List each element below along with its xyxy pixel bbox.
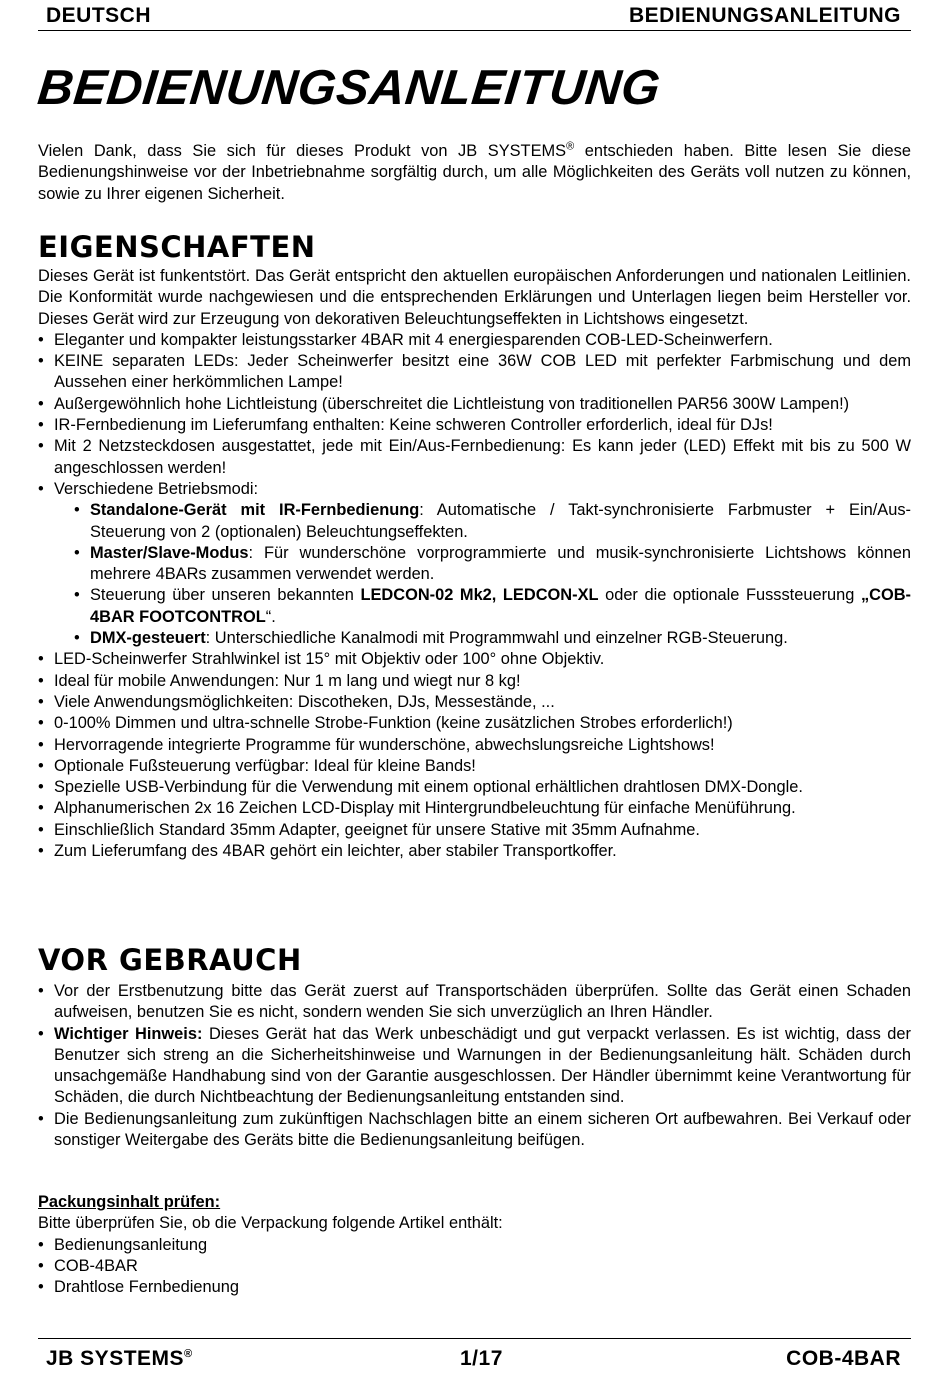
list-item: • Einschließlich Standard 35mm Adapter, geeignet für unsere Stative mit 35mm Aufnahme. — [38, 820, 911, 841]
list-item: • Alphanumerischen 2x 16 Zeichen LCD-Display mit Hintergrundbeleuchtung für einfache Menüführung. — [38, 798, 911, 819]
page-header — [38, 4, 911, 31]
footer-product: COB-4BAR — [786, 1347, 901, 1370]
package-section — [38, 1192, 911, 1298]
footer-brand: JB SYSTEMS® — [46, 1347, 193, 1370]
list-item: • Die Bedienungsanleitung zum zukünftigen Nachschlagen bitte an einem sicheren Ort aufbewahren. Bei Verkauf oder sonstiger Weitergabe des Geräts bitte die Bedienungsanleitung beifügen. — [38, 1109, 911, 1152]
list-item: • Eleganter und kompakter leistungsstarker 4BAR mit 4 energiesparenden COB-LED-Scheinwerfern. — [38, 330, 911, 351]
list-item: • Spezielle USB-Verbindung für die Verwendung mit einem optional erhältlichen drahtlosen DMX-Dongle. — [38, 777, 911, 798]
before-use-section — [38, 981, 911, 1151]
list-item: • Ideal für mobile Anwendungen: Nur 1 m lang und wiegt nur 8 kg! — [38, 671, 911, 692]
list-item: • COB-4BAR — [38, 1256, 911, 1277]
features-paragraph: Dieses Gerät ist funkentstört. Das Gerät entspricht den aktuellen europäischen Anforderungen und nationalen Leitlinien. Die Konformität wurde nachgewiesen und die entsprechenden Erklärungen und Unterlagen liegen beim Hersteller vor. Dieses Gerät wird zur Erzeugung von dekorativen Beleuchtungseffekten in Lichtshows eingesetzt. — [38, 267, 911, 328]
list-item: • Verschiedene Betriebsmodi: — [38, 479, 911, 500]
list-item: • Standalone-Gerät mit IR-Fernbedienung: Automatische / Takt-synchronisierte Farbmuster + Ein/Aus-Steuerung von 2 (optionalen) Beleuchtungseffekten. — [74, 500, 911, 543]
page-title: BEDIENUNGSANLEITUNG — [35, 61, 663, 115]
list-item: • Zum Lieferumfang des 4BAR gehört ein leichter, aber stabiler Transportkoffer. — [38, 841, 911, 862]
list-item: • IR-Fernbedienung im Lieferumfang enthalten: Keine schweren Controller erforderlich, ideal für DJs! — [38, 415, 911, 436]
features-list — [38, 330, 911, 500]
list-item: • Hervorragende integrierte Programme für wunderschöne, abwechslungsreiche Lightshows! — [38, 735, 911, 756]
list-item: • Wichtiger Hinweis: Dieses Gerät hat das Werk unbeschädigt und gut verpackt verlassen. Es ist wichtig, dass der Benutzer sich streng an die Sicherheitshinweise und Warnungen in der Bedienungsanleitung hält. Schäden durch unsachgemäße Handhabung sind von der Garantie ausgeschlossen. Der Händler übernimmt keine Verantwortung für Schäden, die durch Nichtbeachtung der Bedienungsanleitung entstanden sind. — [38, 1024, 911, 1109]
list-item: • Außergewöhnlich hohe Lichtleistung (überschreitet die Lichtleistung von traditionellen PAR56 300W Lampen!) — [38, 394, 911, 415]
modes-list — [38, 500, 911, 649]
list-item: • Bedienungsanleitung — [38, 1235, 911, 1256]
before-use-list — [38, 981, 911, 1151]
list-item: • 0-100% Dimmen und ultra-schnelle Strobe-Funktion (keine zusätzlichen Strobes erforderlich!) — [38, 713, 911, 734]
intro-paragraph: Vielen Dank, dass Sie sich für dieses Produkt von JB SYSTEMS® entschieden haben. Bitte lesen Sie diese Bedienungshinweise vor der Inbetriebnahme sorgfältig durch, um alle Möglichkeiten des Geräts voll nutzen zu können, sowie zu Ihrer eigenen Sicherheit. — [38, 140, 911, 203]
header-language: DEUTSCH — [46, 4, 152, 27]
page-footer — [38, 1338, 911, 1379]
list-item: • Mit 2 Netzsteckdosen ausgestattet, jede mit Ein/Aus-Fernbedienung: Es kann jeder (LED) Effekt mit bis zu 500 W angeschlossen werden! — [38, 436, 911, 479]
list-item: • Steuerung über unseren bekannten LEDCON-02 Mk2, LEDCON-XL oder die optionale Fusssteuerung „COB-4BAR FOOTCONTROL“. — [74, 585, 911, 628]
list-item: • Vor der Erstbenutzung bitte das Gerät zuerst auf Transportschäden überprüfen. Sollte das Gerät einen Schaden aufweisen, benutzen Sie es nicht, sondern wenden Sie sich unverzüglich an Ihren Händler. — [38, 981, 911, 1024]
before-use-heading: VOR GEBRAUCH — [38, 943, 302, 977]
list-item: • DMX-gesteuert: Unterschiedliche Kanalmodi mit Programmwahl und einzelner RGB-Steuerung. — [74, 628, 911, 649]
package-heading: Packungsinhalt prüfen: — [38, 1193, 221, 1211]
features-section — [38, 266, 911, 862]
list-item: • Master/Slave-Modus: Für wunderschöne vorprogrammierte und musik-synchronisierte Lichtshows können mehrere 4BARs zusammen verwendet werden. — [74, 543, 911, 586]
features-list-continued — [38, 649, 911, 862]
package-list — [38, 1235, 911, 1299]
header-doc-type: BEDIENUNGSANLEITUNG — [628, 4, 901, 27]
package-intro: Bitte überprüfen Sie, ob die Verpackung folgende Artikel enthält: — [38, 1214, 503, 1233]
list-item: • Viele Anwendungsmöglichkeiten: Discotheken, DJs, Messestände, ... — [38, 692, 911, 713]
list-item: • KEINE separaten LEDs: Jeder Scheinwerfer besitzt eine 36W COB LED mit perfekter Farbmischung und dem Aussehen einer herkömmlichen Lampe! — [38, 351, 911, 394]
list-item: • Optionale Fußsteuerung verfügbar: Ideal für kleine Bands! — [38, 756, 911, 777]
features-heading: EIGENSCHAFTEN — [38, 230, 316, 264]
list-item: • Drahtlose Fernbedienung — [38, 1277, 911, 1298]
page-number: 1/17 — [460, 1347, 503, 1370]
list-item: • LED-Scheinwerfer Strahlwinkel ist 15° mit Objektiv oder 100° ohne Objektiv. — [38, 649, 911, 670]
